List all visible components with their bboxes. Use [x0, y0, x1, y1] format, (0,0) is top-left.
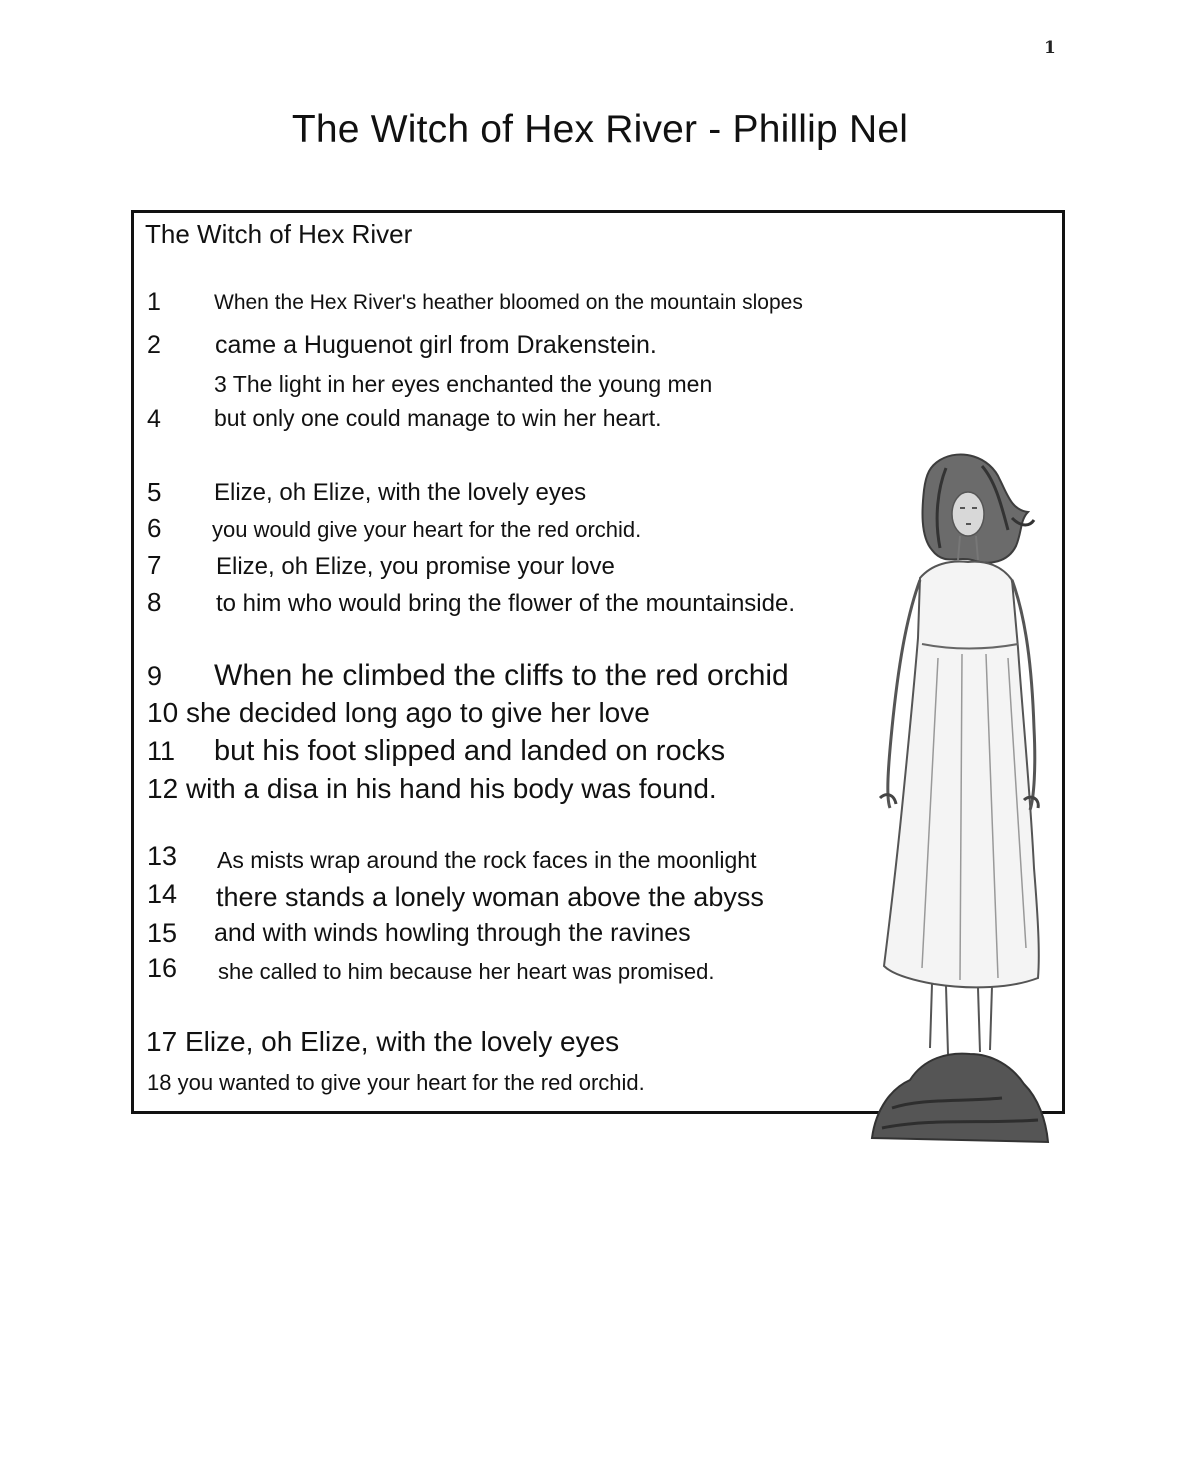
line-number: 11: [147, 736, 176, 766]
line-text: but his foot slipped and landed on rocks: [214, 735, 726, 767]
poem-line-17: [146, 1026, 619, 1058]
line-number: 3: [214, 371, 233, 397]
document-title: The Witch of Hex River - Phillip Nel: [291, 108, 909, 151]
line-text: When the Hex River's heather bloomed on the mountain slopes: [214, 291, 803, 314]
line-text: but only one could manage to win her heart.: [214, 405, 662, 431]
line-text: came a Huguenot girl from Drakenstein.: [215, 331, 657, 359]
poem-line-18: [147, 1070, 645, 1096]
line-text: with a disa in his hand his body was found.: [185, 773, 717, 804]
rock: [872, 1054, 1048, 1142]
line-text: Elize, oh Elize, you promise your love: [216, 553, 615, 580]
line-number: 9: [147, 661, 163, 691]
line-text: there stands a lonely woman above the abyss: [216, 882, 764, 912]
line-number: 4: [147, 405, 161, 433]
witch-face: [952, 492, 984, 536]
line-text: you wanted to give your heart for the red orchid.: [177, 1070, 645, 1095]
line-text: she called to him because her heart was promised.: [218, 959, 715, 984]
line-text: The light in her eyes enchanted the young men: [232, 371, 713, 397]
witch-illustration: [862, 448, 1052, 1148]
line-number: 5: [147, 477, 162, 507]
line-number: 10: [147, 697, 186, 728]
line-number: 8: [147, 587, 162, 617]
line-number: 7: [147, 550, 162, 580]
poem-line-3: [214, 371, 712, 398]
line-number: 16: [147, 953, 178, 983]
line-number: 2: [147, 331, 161, 359]
line-text: and with winds howling through the ravines: [214, 919, 691, 947]
line-text: When he climbed the cliffs to the red orchid: [214, 659, 789, 692]
line-text: Elize, oh Elize, with the lovely eyes: [214, 479, 587, 506]
line-text: Elize, oh Elize, with the lovely eyes: [184, 1026, 620, 1057]
line-number: 18: [147, 1070, 178, 1095]
line-number: 14: [147, 879, 178, 909]
line-text: to him who would bring the flower of the mountainside.: [216, 590, 795, 617]
line-text: As mists wrap around the rock faces in the moonlight: [217, 847, 757, 873]
line-number: 15: [147, 918, 178, 948]
line-number: 12: [147, 773, 186, 804]
line-number: 1: [147, 288, 161, 316]
line-text: you would give your heart for the red orchid.: [212, 517, 642, 542]
line-number: 6: [147, 513, 162, 543]
poem-title: The Witch of Hex River: [145, 219, 413, 249]
poem-line-10: [147, 697, 650, 729]
poem-line-12: [147, 773, 717, 805]
line-text: she decided long ago to give her love: [185, 697, 650, 728]
witch-legs: [930, 984, 992, 1054]
page-number: 1: [1044, 38, 1056, 58]
line-number: 17: [146, 1026, 185, 1057]
line-number: 13: [147, 841, 178, 871]
